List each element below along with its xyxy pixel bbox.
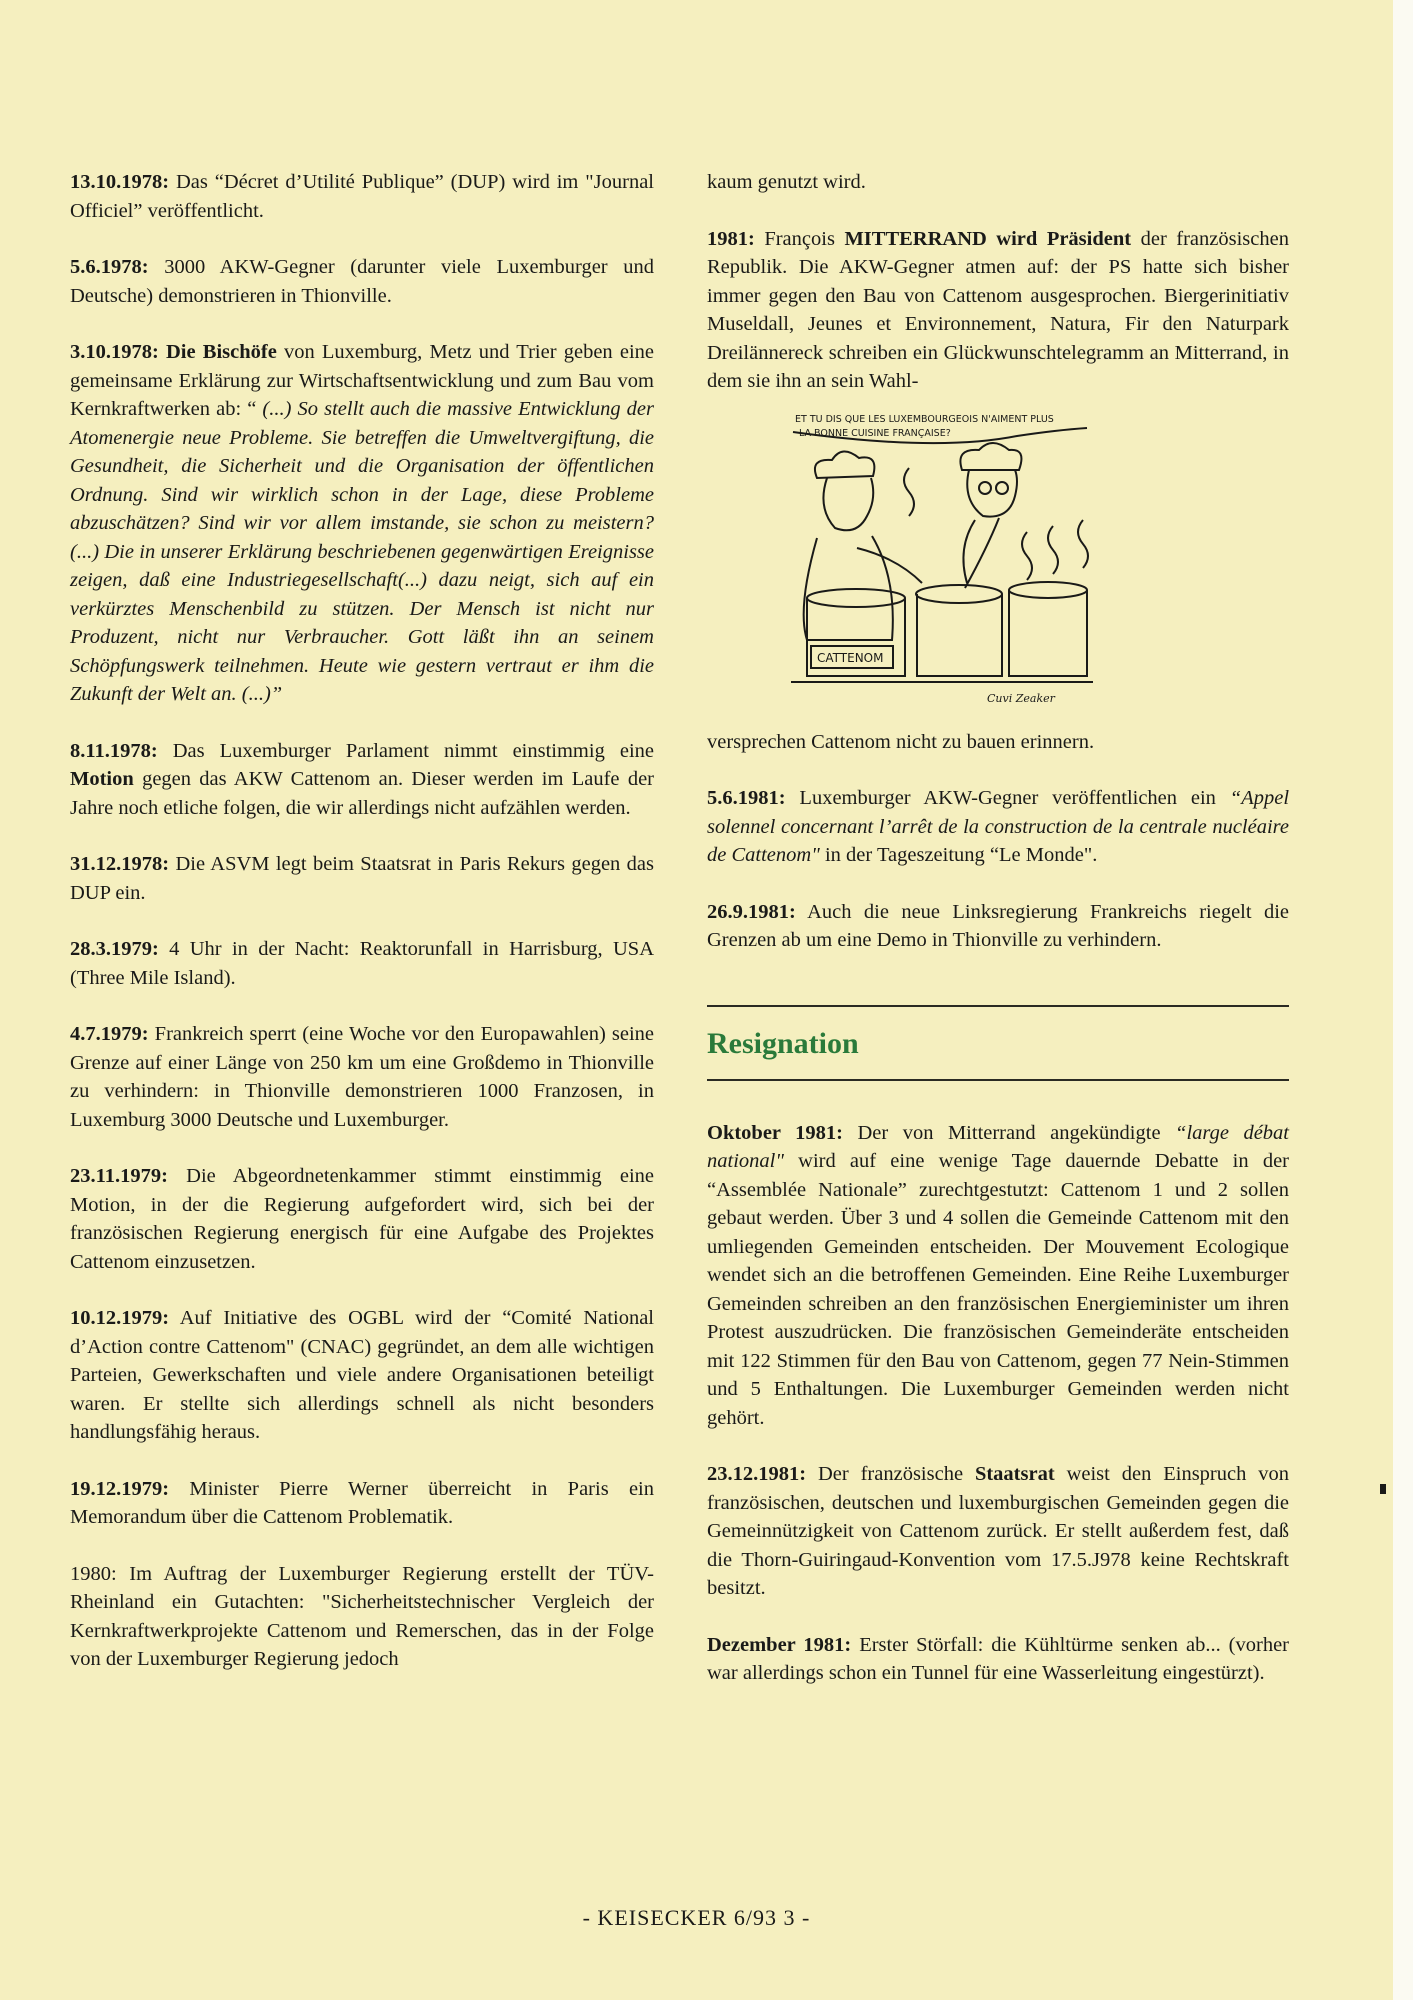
page-footer: - KEISECKER 6/93 3 - [582, 1905, 811, 1930]
entry-5-6-1978: 5.6.1978: 3000 AKW-Gegner (darunter viele Luxemburger und Deutsche) demonstrieren in Thionville. [70, 256, 654, 307]
glasses-left [979, 482, 991, 494]
entry-3-10-1978: 3.10.1978: Die Bischöfe von Luxemburg, Metz und Trier geben eine gemeinsame Erklärung zur Wirtschaftsentwicklung und zum Bau vom Kernkraftwerken ab: “ (...) So stellt auch die massive Entwicklung der Atomenergie neue Probleme. Sie betreffen die Umweltvergiftung, die Gesundheit, die Sicherheit und die Organisation der öffentlichen Ordnung. Sind wir wirklich schon in der Lage, diese Probleme abzuschätzen? Sind wir vor allem imstande, sie schon zu meistern? (...) Die in unserer Erklärung beschriebenen gegenwärtigen Ereignisse zeigen, daß eine Industriegesellschaft(...) dazu neigt, sich auf ein verkürztes Menschenbild zu stützen. Der Mensch ist nicht nur Produzent, nicht nur Verbraucher. Gott läßt ihn an seinem Schöpfungswerk teilnehmen. Heute wie gestern vertraut er ihm die Zukunft der Welt an. (...)” [70, 341, 654, 705]
entry-8-11-1978: 8.11.1978: Das Luxemburger Parlament nimmt einstimmig eine Motion gegen das AKW Cattenom an. Dieser werden im Laufe der Jahre noch etliche folgen, die wir allerdings nicht aufzählen werden. [70, 739, 654, 819]
cartoon-caption-line2: LA BONNE CUISINE FRANÇAISE? [799, 427, 951, 439]
entry-dezember-1981: Dezember 1981: Erster Störfall: die Kühltürme senken ab... (vorher war allerdings schon ein Tunnel für eine Wasserleitung eingestürzt). [707, 1633, 1289, 1684]
chef-face-right [967, 470, 1017, 517]
chef-arm-left [857, 548, 922, 583]
edge-mark [1380, 1484, 1386, 1494]
glasses-right [996, 482, 1008, 494]
entry-13-10-1978: 13.10.1978: Das “Décret d’Utilité Publique” (DUP) wird im "Journal Officiel” veröffentlicht. [70, 171, 654, 222]
chef-hat-left [815, 451, 874, 478]
section-rule-top [707, 1005, 1289, 1007]
mitterrand-continuation: versprechen Cattenom nicht zu bauen erinnern. [707, 730, 1095, 753]
section-title-resignation: Resignation [707, 1026, 859, 1060]
steam-4 [1078, 520, 1088, 568]
pot-2 [917, 594, 1002, 676]
entry-4-7-1979: 4.7.1979: Frankreich sperrt (eine Woche vor den Europawahlen) seine Grenze auf einer Länge von 250 km um eine Großdemo in Thionville zu verhindern: in Thionville demonstrieren 1000 Franzosen, in Luxemburg 3000 Deutsche und Luxemburger. [70, 1023, 654, 1131]
section-rule-bottom [707, 1079, 1289, 1081]
entry-31-12-1978: 31.12.1978: Die ASVM legt beim Staatsrat in Paris Rekurs gegen das DUP ein. [70, 853, 654, 904]
entry-23-12-1981: 23.12.1981: Der französische Staatsrat weist den Einspruch von französischen, deutschen und luxemburgischen Gemeinden gegen die Gemeinnützigkeit von Cattenom zurück. Er stellt außerdem fest, daß die Thorn-Guiringaud-Konvention vom 17.5.J978 keine Rechtskraft besitzt. [707, 1463, 1289, 1599]
entry-26-9-1981: 26.9.1981: Auch die neue Linksregierung Frankreichs riegelt die Grenzen ab um eine Demo in Thionville zu verhindern. [707, 900, 1289, 951]
cattenom-cartoon [787, 408, 1097, 708]
cartoon-signature: Cuvi Zeaker [987, 691, 1055, 705]
entry-23-11-1979: 23.11.1979: Die Abgeordnetenkammer stimmt einstimmig eine Motion, in der die Regierung aufgefordert wird, sich bei der französischen Regierung energisch für eine Aufgabe des Projektes Cattenom einzusetzen. [70, 1165, 654, 1273]
entry-5-6-1981: 5.6.1981: Luxemburger AKW-Gegner veröffentlichen ein “Appel solennel concernant l’arrêt de la construction de la centrale nucléaire de Cattenom" in der Tageszeitung “Le Monde". [707, 787, 1290, 866]
cartoon-caption-line1: ET TU DIS QUE LES LUXEMBOURGEOIS N'AIMENT PLUS [795, 413, 1054, 425]
steam-1 [904, 468, 914, 516]
continuation-text: kaum genutzt wird. [707, 171, 866, 193]
entry-19-12-1979: 19.12.1979: Minister Pierre Werner überreicht in Paris ein Memorandum über die Cattenom Problematik. [70, 1477, 654, 1528]
chef-face-left [823, 478, 873, 530]
entry-28-3-1979: 28.3.1979: 4 Uhr in der Nacht: Reaktorunfall in Harrisburg, USA (Three Mile Island). [70, 938, 654, 989]
entry-oktober-1981: Oktober 1981: Der von Mitterrand angekündigte “large débat national" wird auf eine wenige Tage dauernde Debatte in der “Assemblée Nationale” zurechtgestutzt: Cattenom 1 und 2 sollen gebaut werden. Über 3 und 4 sollen die Gemeinde Cattenom mit den umliegenden Gemeinden entscheiden. Der Mouvement Ecologique wendet sich an die betroffenen Gemeinden. Eine Reihe Luxemburger Gemeinden schreiben an den französischen Energieminister um ihren Protest auszudrücken. Die französischen Gemeinderäte entscheiden mit 122 Stimmen für den Bau von Cattenom, gegen 77 Nein-Stimmen und 5 Enthaltungen. Die Luxemburger Gemeinden werden nicht gehört. [707, 1121, 1289, 1429]
steam-2 [1022, 532, 1032, 580]
pot-3 [1009, 590, 1087, 676]
page-edge [1393, 0, 1413, 2000]
chef-body-left [804, 536, 893, 640]
bishops-quote: (...) So stellt auch die massive Entwicklung der Atomenergie neue Probleme. Sie betreffen die Umweltvergiftung, die Gesundheit, die Sicherheit und die Organisation der öffentlichen Ordnung. Sind wir wirklich schon in der Lage, diese Probleme abzuschätzen? Sind wir vor allem imstande, sie schon zu meistern? (...) Die in unserer Erklärung beschriebenen gegenwärtigen Ereignisse zeigen, daß eine Industriegesellschaft(...) dazu neigt, sich auf ein verkürztes Menschenbild zu stützen. Der Mensch ist nicht nur Produzent, nicht nur Verbraucher. Gott läßt ihn an seinem Schöpfungswerk teilnehmen. Heute wie gestern vertraut er ihm die Zukunft der Welt an. (...)” [70, 398, 654, 705]
chef-hat-right [960, 443, 1021, 470]
left-column [70, 168, 654, 1702]
right-column [707, 168, 1289, 1716]
entry-10-12-1979: 10.12.1979: Auf Initiative des OGBL wird der “Comité National d’Action contre Cattenom" (CNAC) gegründet, an dem alle wichtigen Parteien, Gewerkschaften und viele andere Organisationen beteiligt waren. Er stellte sich allerdings schnell als nicht besonders handlungsfähig heraus. [70, 1307, 654, 1443]
entry-1981-mitterrand: 1981: François MITTERRAND wird Präsident der französischen Republik. Die AKW-Gegner atmen auf: der PS hatte sich bisher immer gegen den Bau von Cattenom ausgesprochen. Biergerinitiativ Museldall, Jeunes et Environnement, Natura, Fir den Naturpark Dreilännereck schreiben ein Glückwunschtelegramm an Mitterrand, in dem sie ihn an sein Wahl- [707, 227, 1289, 392]
cattenom-pot-label: CATTENOM [817, 650, 884, 665]
entry-1980: 1980: Im Auftrag der Luxemburger Regierung erstellt der TÜV-Rheinland ein Gutachten: "Sicherheitstechnischer Vergleich der Kernkraftwerkprojekte Cattenom und Remerschen, das in der Folge von der Luxemburger Regierung jedoch [70, 1562, 654, 1670]
steam-3 [1048, 526, 1058, 574]
